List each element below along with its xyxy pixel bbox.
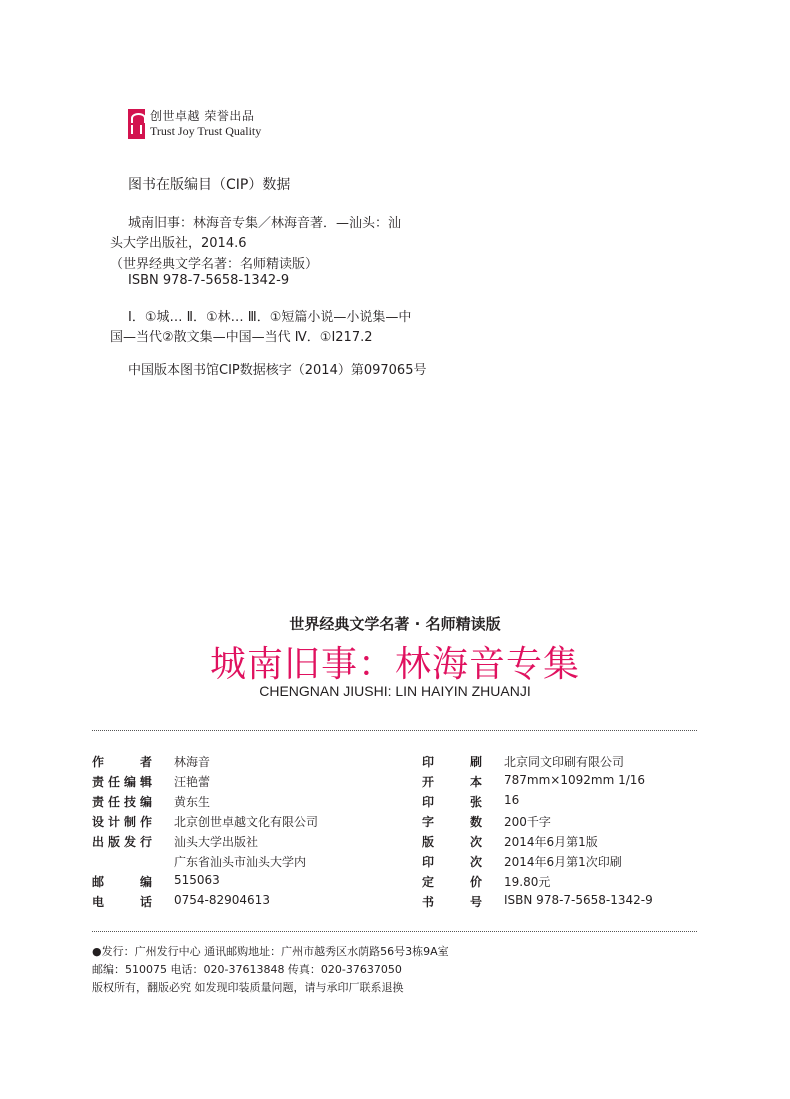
info-label — [422, 753, 482, 770]
info-label — [422, 873, 482, 890]
info-label — [422, 773, 482, 790]
info-label-char: 计 — [107, 815, 120, 829]
cip-classification: 国—当代②散文集—中国—当代 Ⅳ．①I217.2 — [110, 330, 373, 345]
info-label-char: 次 — [469, 835, 482, 849]
info-value: 16 — [504, 793, 520, 807]
info-label — [92, 773, 152, 790]
info-label-char: 版 — [422, 835, 435, 849]
book-title-pinyin: CHENGNAN JIUSHI: LIN HAIYIN ZHUANJI — [259, 683, 531, 699]
info-label-char: 次 — [469, 855, 482, 869]
info-label-char: 本 — [469, 775, 482, 789]
info-label — [92, 753, 152, 770]
info-label-char: 号 — [469, 895, 482, 909]
info-label-char: 作 — [92, 755, 105, 769]
info-label-char: 任 — [107, 795, 120, 809]
info-label — [422, 813, 482, 830]
info-label — [422, 893, 482, 910]
cip-record-number: 中国版本图书馆CIP数据核字（2014）第097065号 — [128, 363, 427, 378]
divider — [92, 730, 697, 731]
cip-line: （世界经典文学名著：名师精读版） — [110, 257, 319, 272]
info-value: 汕头大学出版社 — [174, 835, 259, 849]
info-value: 北京创世卓越文化有限公司 — [174, 815, 319, 829]
publisher-logo-icon — [128, 109, 145, 139]
info-value: ISBN 978-7-5658-1342-9 — [504, 893, 653, 907]
series-title: 世界经典文学名著 · 名师精读版 — [289, 615, 501, 633]
publisher-logo-cn: 创世卓越 荣誉出品 — [150, 109, 255, 123]
info-label-char: 数 — [469, 815, 482, 829]
info-value: 黄东生 — [174, 795, 211, 809]
cip-line: 头大学出版社，2014.6 — [110, 236, 247, 251]
info-label — [92, 833, 152, 850]
info-label-char: 价 — [469, 875, 482, 889]
info-value: 林海音 — [174, 755, 211, 769]
info-value: 787mm×1092mm 1/16 — [504, 773, 646, 787]
footer-line: 邮编：510075 电话：020-37613848 传真：020-37637050 — [92, 963, 402, 976]
cip-line: 城南旧事：林海音专集／林海音著．—汕头：汕 — [128, 216, 402, 231]
info-label — [92, 793, 152, 810]
info-value: 0754-82904613 — [174, 893, 270, 907]
footer-line: 版权所有，翻版必究 如发现印装质量问题，请与承印厂联系退换 — [92, 981, 404, 994]
info-value: 汪艳蕾 — [174, 775, 211, 789]
info-value: 北京同文印刷有限公司 — [504, 755, 625, 769]
info-label-char: 行 — [139, 835, 152, 849]
info-label — [422, 833, 482, 850]
info-label-char: 者 — [139, 755, 152, 769]
info-label — [422, 793, 482, 810]
info-value: 2014年6月第1版 — [504, 835, 598, 849]
info-label-char: 作 — [139, 815, 152, 829]
info-label — [422, 853, 482, 870]
info-label-char: 邮 — [92, 875, 105, 889]
info-label-char: 编 — [139, 795, 152, 809]
info-label-char: 辑 — [139, 775, 152, 789]
info-label-char: 电 — [92, 895, 105, 909]
info-label-char: 技 — [123, 795, 136, 809]
info-label-char: 责 — [92, 775, 105, 789]
info-label-char: 印 — [422, 795, 435, 809]
info-label-char: 责 — [92, 795, 105, 809]
info-label-char: 编 — [123, 775, 136, 789]
cip-heading: 图书在版编目（CIP）数据 — [128, 177, 291, 193]
info-label-char: 出 — [92, 835, 105, 849]
info-label — [92, 893, 152, 910]
publisher-logo-en: Trust Joy Trust Quality — [150, 124, 262, 138]
info-label-char: 开 — [422, 775, 435, 789]
info-label-char: 字 — [422, 815, 435, 829]
book-title: 城南旧事：林海音专集 — [209, 644, 580, 685]
info-label-char: 话 — [139, 895, 152, 909]
info-value: 广东省汕头市汕头大学内 — [174, 855, 307, 869]
info-label — [92, 813, 152, 830]
info-label-char: 刷 — [469, 755, 482, 769]
info-label-char: 任 — [107, 775, 120, 789]
info-label-char: 张 — [469, 795, 482, 809]
info-label-char: 定 — [422, 875, 435, 889]
info-label-char: 印 — [422, 755, 435, 769]
info-label-char: 制 — [123, 815, 136, 829]
cip-line: ISBN 978-7-5658-1342-9 — [128, 273, 290, 288]
info-label-char: 编 — [139, 875, 152, 889]
info-label-char: 印 — [422, 855, 435, 869]
info-value: 2014年6月第1次印刷 — [504, 855, 622, 869]
info-label-char: 设 — [92, 815, 105, 829]
info-label-char: 版 — [107, 835, 120, 849]
info-value: 19.80元 — [504, 875, 551, 889]
info-value: 515063 — [174, 873, 220, 887]
cip-classification: Ⅰ．①城… Ⅱ．①林… Ⅲ．①短篇小说—小说集—中 — [128, 310, 412, 325]
info-label-char: 发 — [123, 835, 136, 849]
divider — [92, 931, 697, 932]
info-label-char: 书 — [422, 895, 435, 909]
info-value: 200千字 — [504, 815, 551, 829]
info-label — [92, 873, 152, 890]
footer-line: ●发行：广州发行中心 通讯邮购地址：广州市越秀区水荫路56号3栋9A室 — [92, 945, 449, 958]
